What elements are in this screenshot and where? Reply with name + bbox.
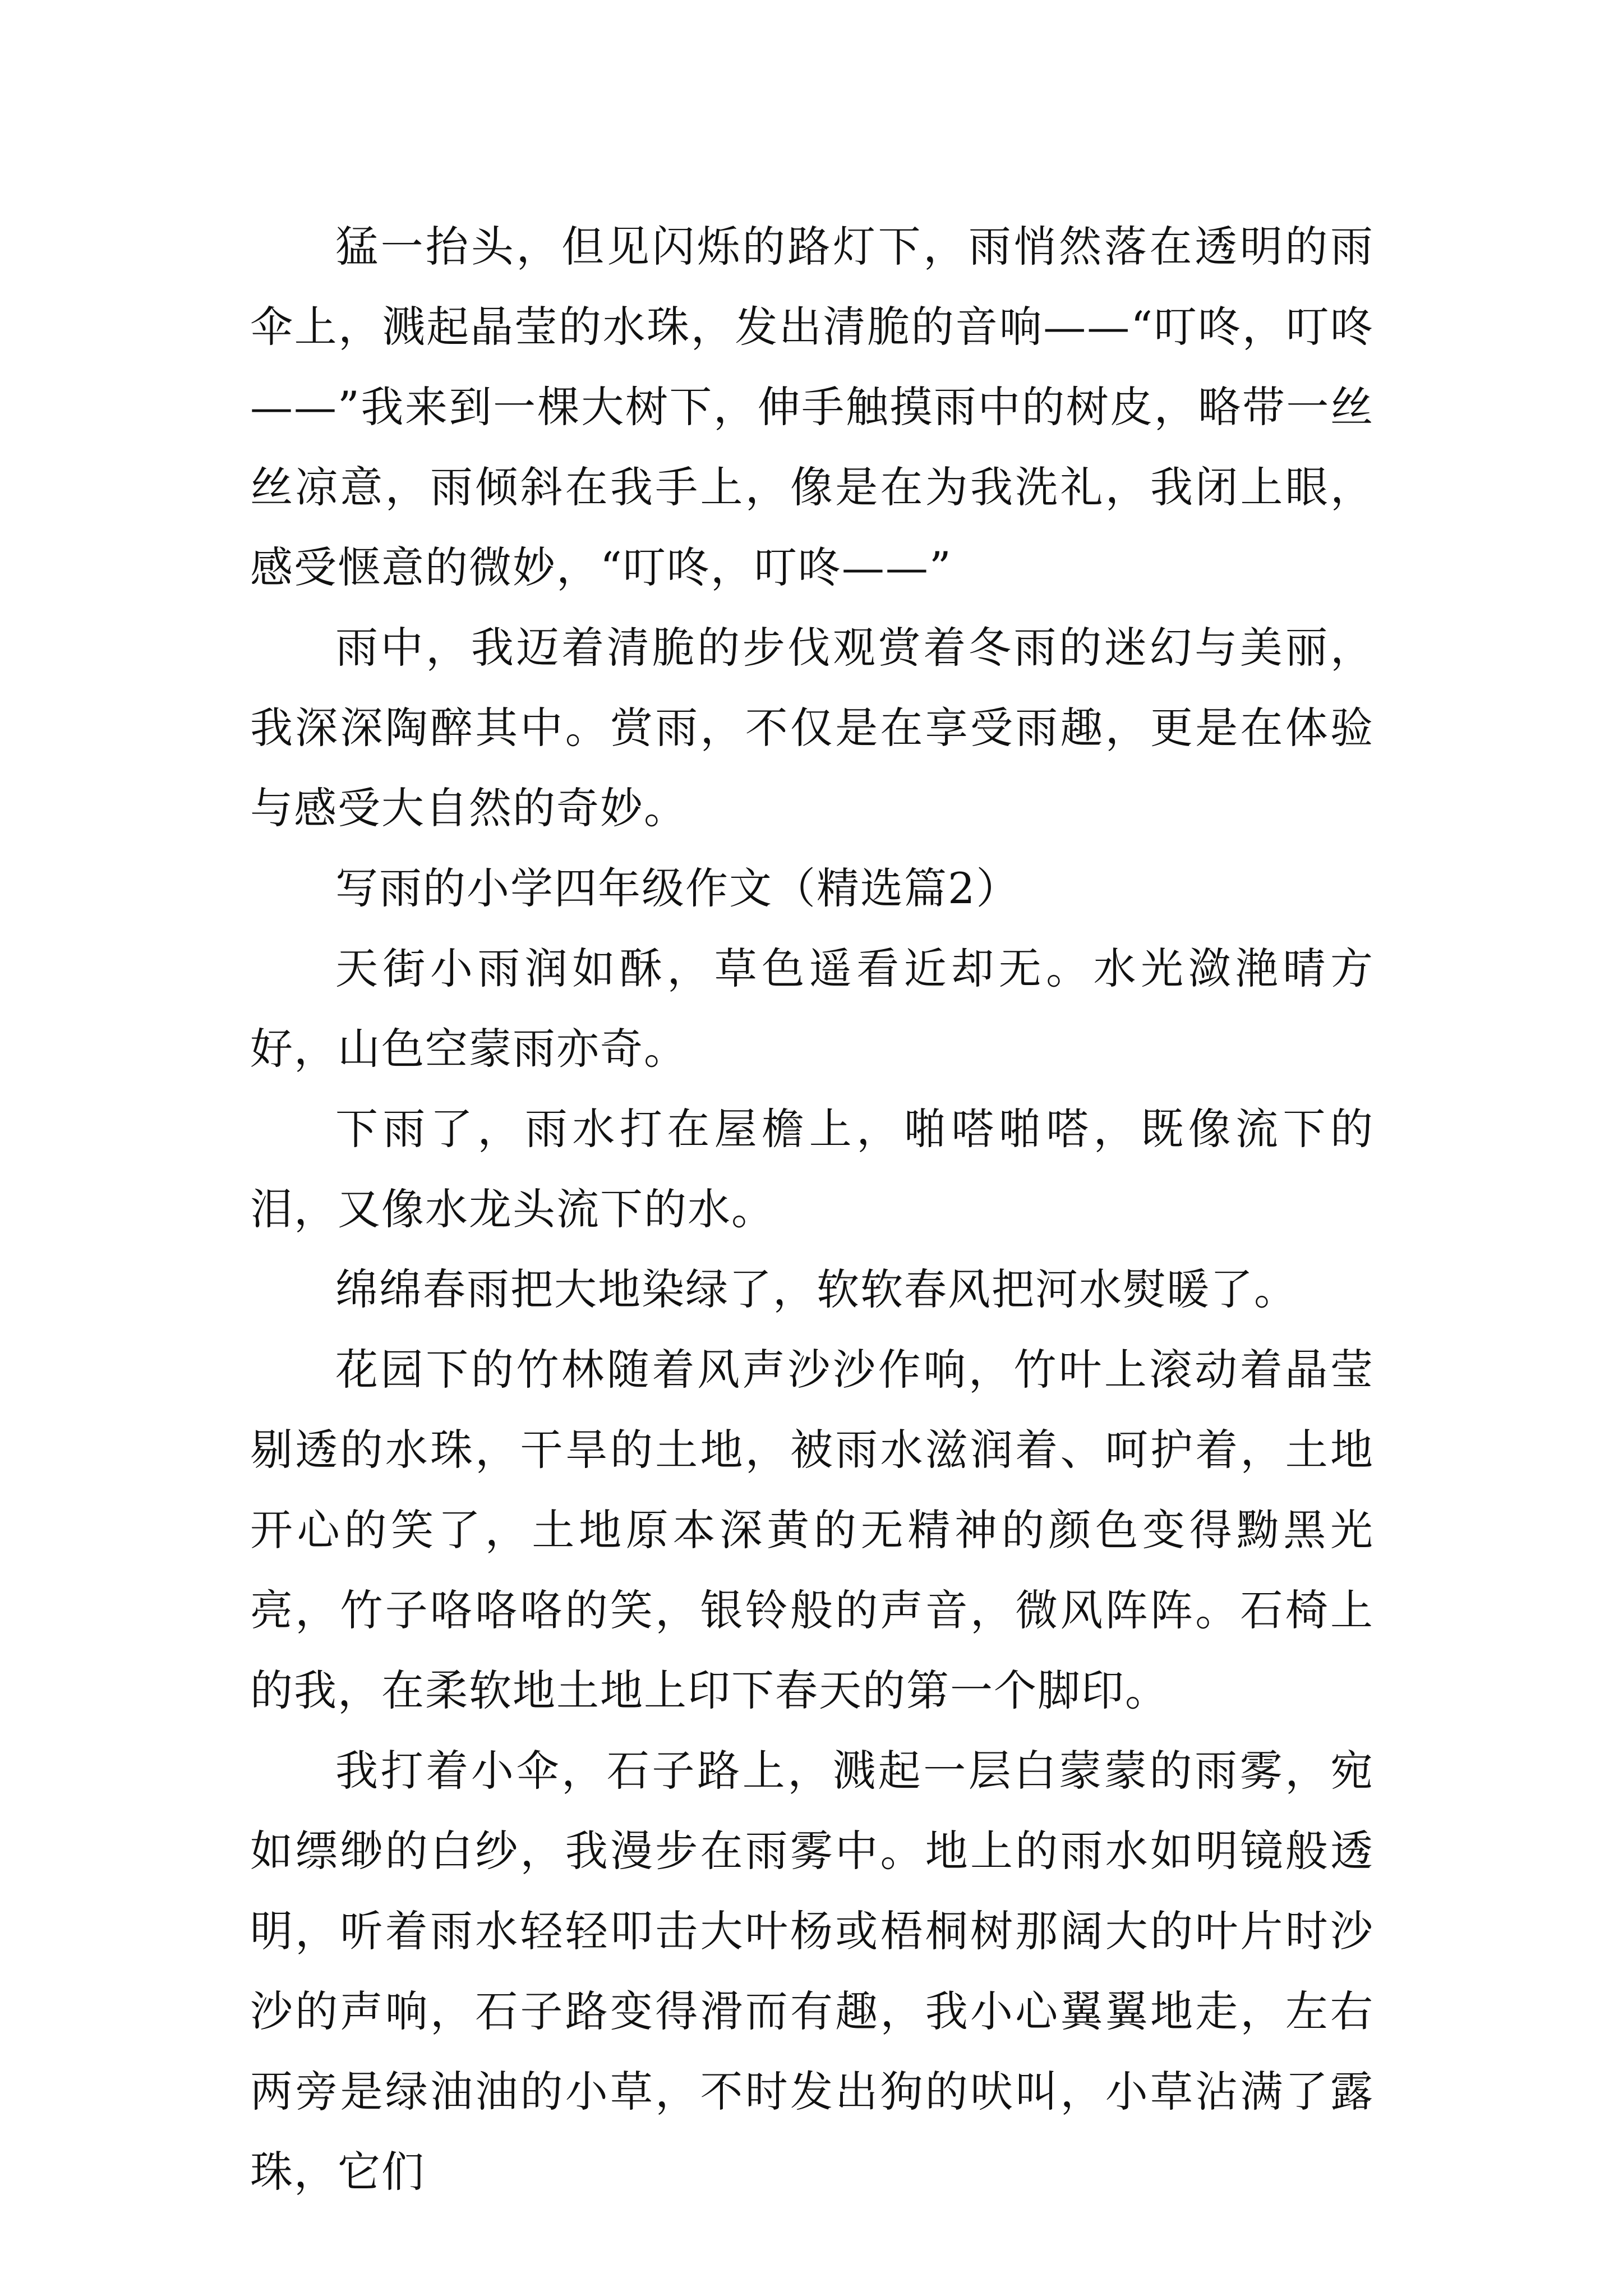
section-heading: 写雨的小学四年级作文（精选篇2） bbox=[335, 863, 1020, 913]
paragraph-1: 猛一抬头，但见闪烁的路灯下，雨悄然落在透明的雨伞上，溅起晶莹的水珠，发出清脆的音响——“叮咚，叮咚——”我来到一棵大树下，伸手触摸雨中的树皮，略带一丝丝凉意，雨倾斜在我手上，像是在为我洗礼，我闭上眼，感受惬意的微妙，“叮咚，叮咚——” bbox=[250, 222, 1374, 592]
paragraph-5: 绵绵春雨把大地染绿了，软软春风把河水熨暖了。 bbox=[335, 1264, 1298, 1314]
paragraph-4: 下雨了，雨水打在屋檐上，啪嗒啪嗒，既像流下的泪，又像水龙头流下的水。 bbox=[250, 1104, 1374, 1234]
paragraph-6: 花园下的竹林随着风声沙沙作响，竹叶上滚动着晶莹剔透的水珠，干旱的土地，被雨水滋润着、呵护着，土地开心的笑了，土地原本深黄的无精神的颜色变得黝黑光亮，竹子咯咯咯的笑，银铃般的声音，微风阵阵。石椅上的我，在柔软地土地上印下春天的第一个脚印。 bbox=[250, 1345, 1374, 1715]
document-page bbox=[250, 206, 1374, 2212]
paragraph-2: 雨中，我迈着清脆的步伐观赏着冬雨的迷幻与美丽，我深深陶醉其中。赏雨，不仅是在享受雨趣，更是在体验与感受大自然的奇妙。 bbox=[250, 623, 1374, 833]
paragraph-3: 天街小雨润如酥，草色遥看近却无。水光潋滟晴方好，山色空蒙雨亦奇。 bbox=[250, 944, 1374, 1074]
paragraph-7: 我打着小伞，石子路上，溅起一层白蒙蒙的雨雾，宛如缥缈的白纱，我漫步在雨雾中。地上的雨水如明镜般透明，听着雨水轻轻叩击大叶杨或梧桐树那阔大的叶片时沙沙的声响，石子路变得滑而有趣，我小心翼翼地走，左右两旁是绿油油的小草，不时发出狗的吠叫，小草沾满了露珠，它们 bbox=[250, 1746, 1374, 2197]
